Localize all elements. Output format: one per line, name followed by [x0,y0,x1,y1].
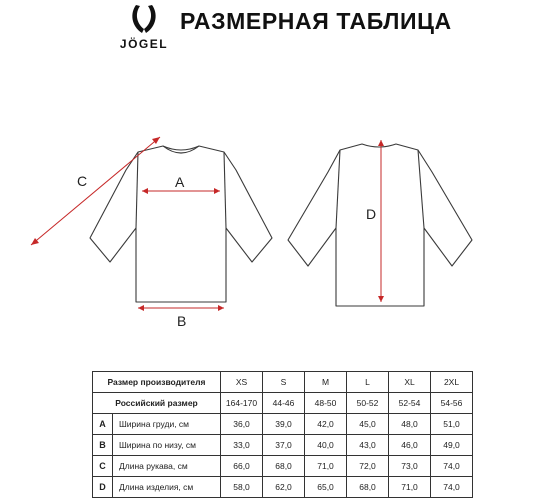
table-row [93,456,473,477]
table-cell: 58,0 [221,477,263,498]
header-label: Размер производителя [93,372,221,393]
row-code: D [93,477,113,498]
row-name: Ширина по низу, см [113,435,221,456]
table-cell: 44-46 [263,393,305,414]
table-cell: 37,0 [263,435,305,456]
measure-label-d: D [366,206,377,222]
table-cell: 42,0 [305,414,347,435]
table-cell: 51,0 [431,414,473,435]
measure-label-b: B [177,313,187,329]
table-cell: 68,0 [347,477,389,498]
table-cell: 54-56 [431,393,473,414]
table-cell: 40,0 [305,435,347,456]
size-header: 2XL [431,372,473,393]
measure-label-a: A [175,174,185,190]
size-header: XL [389,372,431,393]
arrow-head [378,140,384,146]
brand-logo [112,4,176,56]
size-header: XS [221,372,263,393]
row-code: B [93,435,113,456]
size-header: S [263,372,305,393]
table-cell: 73,0 [389,456,431,477]
arrow-head [218,305,224,311]
table-row [93,435,473,456]
table-row [93,414,473,435]
table-cell: 72,0 [347,456,389,477]
row-name: Длина изделия, см [113,477,221,498]
table-cell: 65,0 [305,477,347,498]
jogel-logo-icon [130,4,158,34]
arrow-head [142,188,148,194]
arrow-head [138,305,144,311]
table-cell: 71,0 [389,477,431,498]
table-cell: 46,0 [389,435,431,456]
table-cell: 74,0 [431,456,473,477]
shirt-front-icon [90,146,272,302]
measure-lines [31,137,384,311]
table-cell: 33,0 [221,435,263,456]
table-cell: 50-52 [347,393,389,414]
size-table [92,371,473,498]
table-cell: 45,0 [347,414,389,435]
russian-size-label: Российский размер [93,393,221,414]
shirt-back-icon [288,144,472,306]
row-name: Длина рукава, см [113,456,221,477]
row-code: A [93,414,113,435]
arrow-head [378,296,384,302]
measure-line-c [31,137,160,245]
table-cell: 36,0 [221,414,263,435]
table-cell: 48,0 [389,414,431,435]
table-cell: 164-170 [221,393,263,414]
arrow-head [214,188,220,194]
table-cell: 62,0 [263,477,305,498]
russian-size-row [93,393,473,414]
garment-diagram [0,120,560,330]
table-cell: 43,0 [347,435,389,456]
table-cell: 66,0 [221,456,263,477]
measure-label-c: C [77,173,88,189]
table-cell: 49,0 [431,435,473,456]
brand-name: JÖGEL [119,37,169,51]
table-cell: 71,0 [305,456,347,477]
size-header: M [305,372,347,393]
table-cell: 74,0 [431,477,473,498]
table-cell: 68,0 [263,456,305,477]
table-cell: 48-50 [305,393,347,414]
row-name: Ширина груди, см [113,414,221,435]
row-code: C [93,456,113,477]
table-header-row [93,372,473,393]
table-cell: 52-54 [389,393,431,414]
size-header: L [347,372,389,393]
page-title: РАЗМЕРНАЯ ТАБЛИЦА [180,8,452,34]
table-cell: 39,0 [263,414,305,435]
table-row [93,477,473,498]
